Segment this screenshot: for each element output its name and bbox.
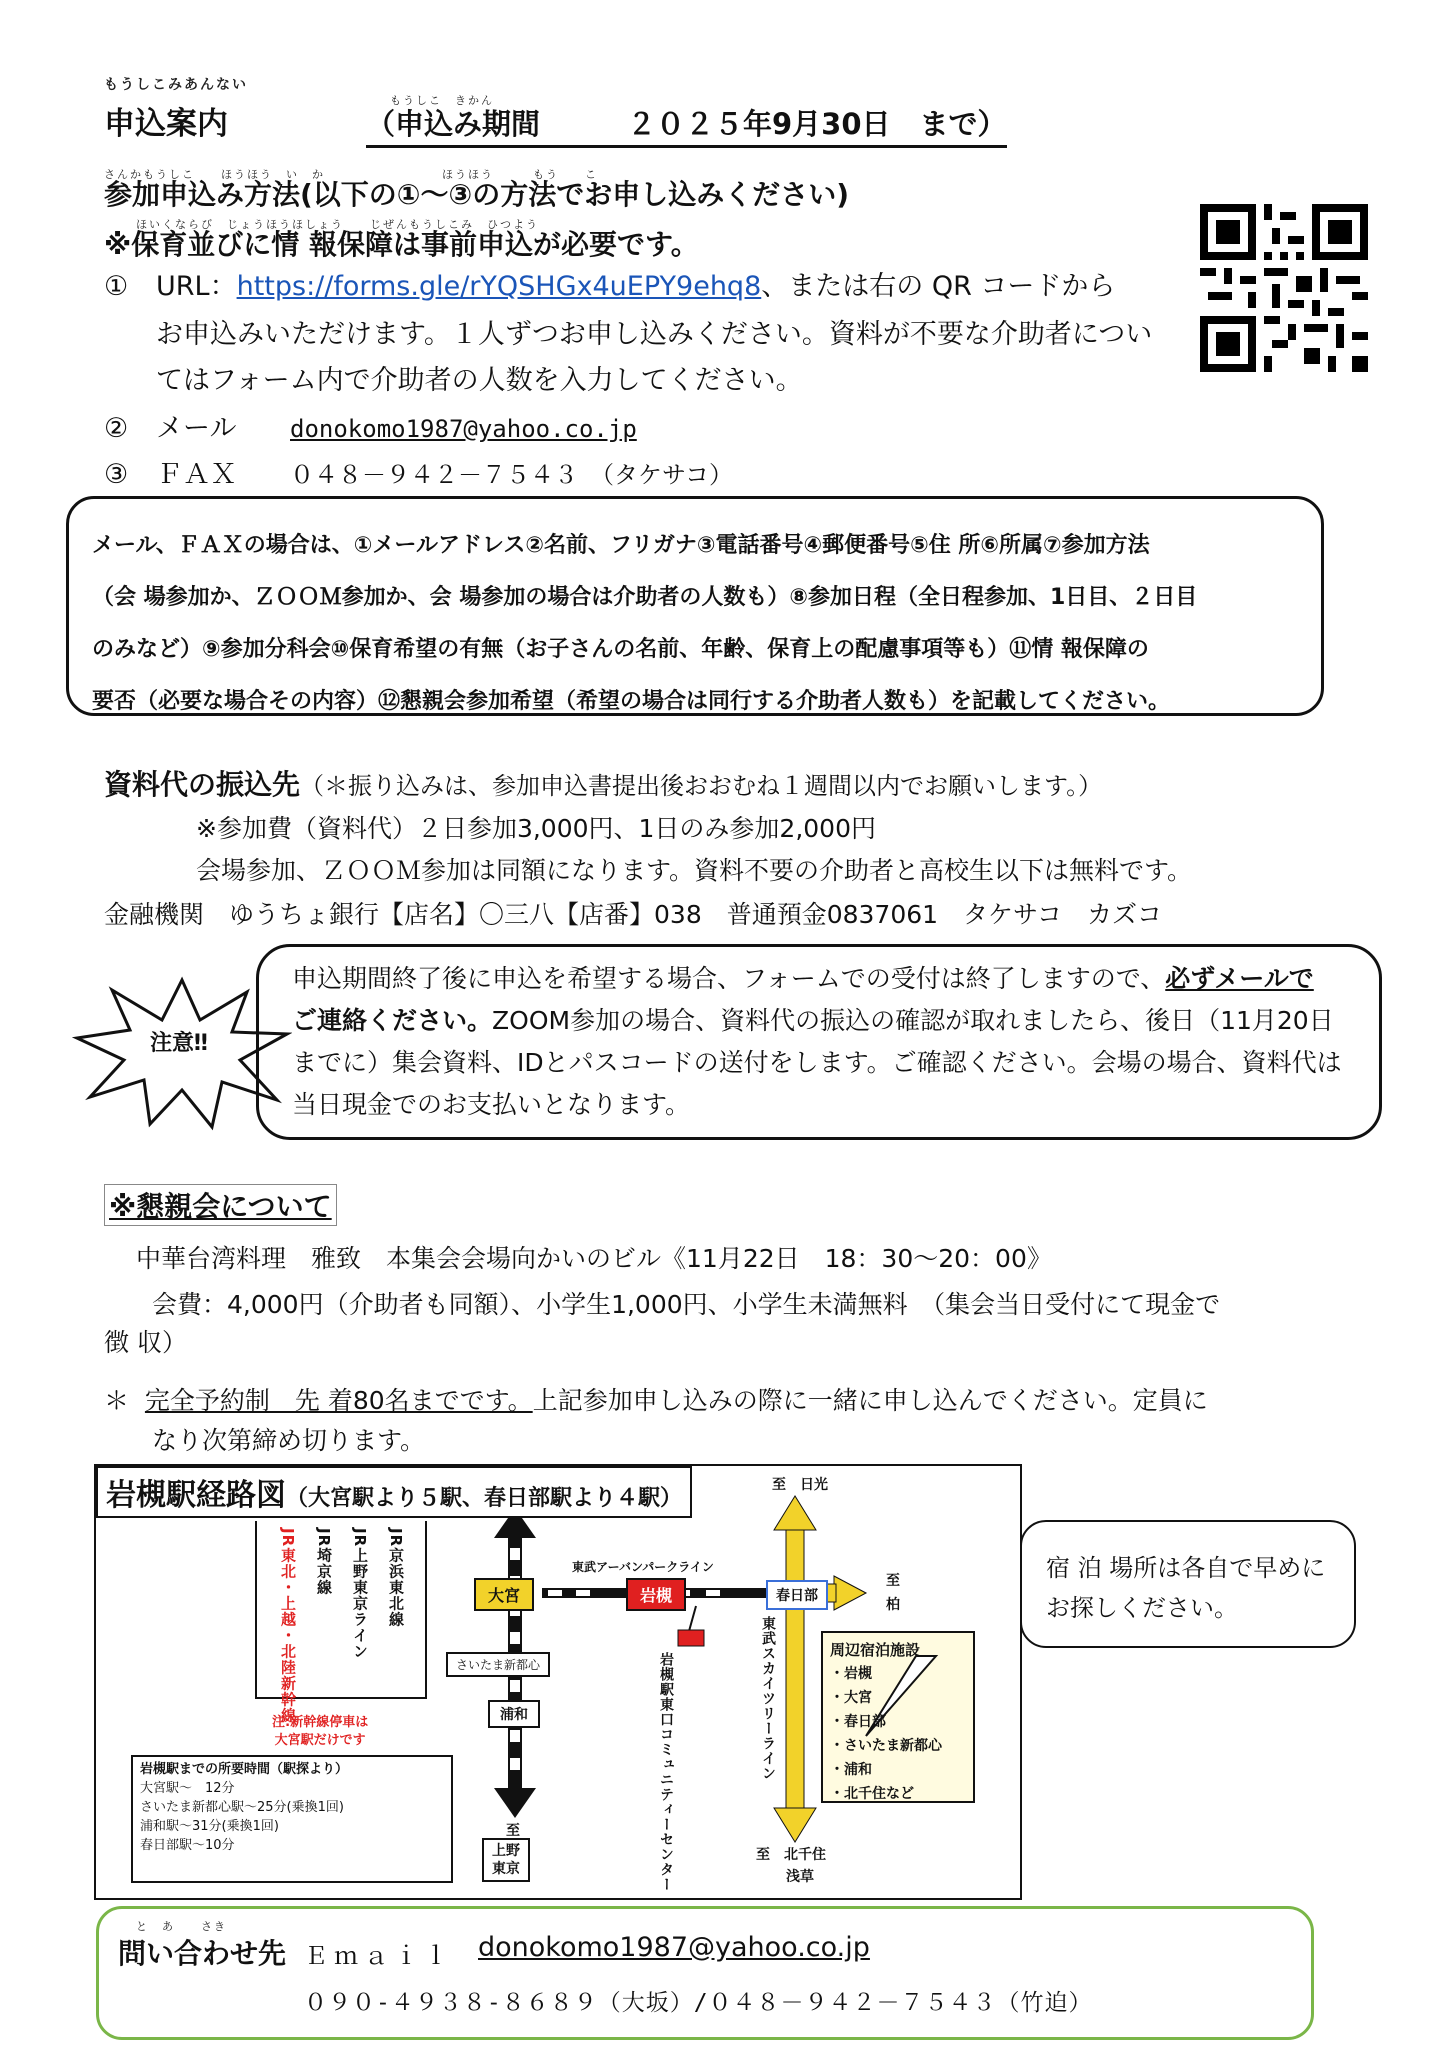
caution-text xyxy=(292,958,1342,1126)
hotel-item: ・浦和 xyxy=(830,1762,872,1778)
hotel-list-title: 周辺宿泊施設 xyxy=(830,1641,921,1659)
hotel-item: ・春日部 xyxy=(830,1714,886,1730)
fee-line2: 会場参加、ＺＯＯＭ参加は同額になります。資料不要の介助者と高校生以下は無料です。 xyxy=(196,856,1193,885)
hotel-item: ・北千住など xyxy=(830,1786,914,1802)
contact-email-link[interactable]: donokomo1987@yahoo.co.jp xyxy=(478,1932,870,1963)
to-ueno-label-1: 至 xyxy=(506,1823,520,1839)
community-center-label: 岩槻駅東口コミュニティーセンター xyxy=(658,1652,674,1892)
bubble-line: お探しください。 xyxy=(1046,1594,1238,1622)
jr-keihin-tohoku-label: JR京浜東北線 xyxy=(387,1528,405,1628)
item2-number: ② xyxy=(104,413,129,444)
item1-line2: お申込みいただけます。１人ずつお申し込みください。資料が不要な介助者につい xyxy=(156,319,1153,350)
hotel-item: ・さいたま新都心 xyxy=(830,1738,942,1754)
tobu-skytree-line-label: 東武スカイツリーライン xyxy=(760,1616,776,1781)
caution-line: 申込期間終了後に申込を希望する場合、フォームでの受付は終了しますので、必ずメールで xyxy=(292,964,1314,993)
fee-line1: ※参加費（資料代）２日参加3,000円、1日のみ参加2,000円 xyxy=(196,814,876,843)
party-title: ※懇親会について xyxy=(104,1184,337,1226)
instructions-line: のみなど）⑨参加分科会⑩保育希望の有無（お子さんの名前、年齢、保育上の配慮事項等も）⑪情 報保障の xyxy=(92,637,1149,662)
advance-note: ※保育並びに情 報保障は事前申込が必要です。 xyxy=(104,228,699,261)
email-link[interactable]: donokomo1987@yahoo.co.jp xyxy=(290,415,637,443)
travel-times xyxy=(140,1760,348,1855)
tobu-urban-park-line-label: 東武アーバンパークライン xyxy=(572,1560,714,1574)
travel-times-title: 岩槻駅までの所要時間（駅探より） xyxy=(140,1762,349,1777)
must-email-emphasis: 必ずメールで xyxy=(1165,964,1314,993)
station-kasukabe: 春日部 xyxy=(766,1580,828,1610)
to-kitasenju-label-1: 至 北千住 xyxy=(756,1847,826,1863)
to-ueno-label-2: 上野 xyxy=(492,1843,520,1859)
shinkansen-note: 注:新幹線停車は 大宮駅だけです xyxy=(272,1715,369,1748)
fee-title-row xyxy=(104,768,1102,803)
item2-label: メール xyxy=(156,413,237,444)
party-fee: 会費：4,000円（介助者も同額）、小学生1,000円、小学生未満無料 （集会当日受付にて現金で xyxy=(152,1290,1221,1319)
station-omiya: 大宮 xyxy=(474,1578,534,1611)
caution-badge: 注意‼ xyxy=(150,1031,208,1056)
item1-row xyxy=(156,270,1115,304)
item1-line3: てはフォーム内で介助者の人数を入力してください。 xyxy=(156,365,803,396)
title-ruby: もうしこみあんない xyxy=(104,77,248,93)
party-fee-cont: 徴 収） xyxy=(104,1328,187,1357)
map-title: 岩槻駅経路図 xyxy=(106,1478,286,1513)
instructions-line: （会 場参加か、ＺＯＯＭ参加か、会 場参加の場合は介助者の人数も）⑧参加日程（全日程参加、1日目、２日目 xyxy=(92,585,1198,610)
party-venue: 中華台湾料理 雅致 本集会会場向かいのビル《11月22日 18：30～20：00》 xyxy=(136,1244,1052,1273)
to-kashiwa-label-2: 柏 xyxy=(886,1597,900,1613)
form-url-link[interactable]: https://forms.gle/rYQSHGx4uEPY9ehq8 xyxy=(236,271,762,302)
item1-suffix: 、または右の QR コードから xyxy=(761,271,1116,302)
contact-ruby: と あ さき xyxy=(136,1920,227,1933)
application-period: （申込み期間 ２０２５年9月30日 まで） xyxy=(366,102,1007,148)
jr-shinkansen-label: JR東北・上越・北陸新幹線 xyxy=(279,1528,297,1724)
contact-box xyxy=(96,1906,1314,2040)
jr-saikyo-label: JR埼京線 xyxy=(315,1528,333,1596)
contact-label: 問い合わせ先 xyxy=(118,1937,287,1970)
page-title: 申込案内 xyxy=(104,106,228,142)
item3-number: ③ xyxy=(104,459,129,490)
travel-time-item: さいたま新都心駅～25分(乗換1回) xyxy=(140,1800,344,1815)
note-ruby: ほいくならび じょうほうほしょう じぜんもうしこみ ひつよう xyxy=(136,218,539,231)
station-saitama-shintoshin: さいたま新都心 xyxy=(446,1652,550,1677)
qr-code[interactable] xyxy=(1200,204,1368,372)
station-urawa: 浦和 xyxy=(488,1700,540,1728)
to-nikko-label: 至 日光 xyxy=(772,1477,828,1493)
fax-number: ０４８－９４２－７５４３ （タケサコ） xyxy=(290,461,734,489)
method-title: 参加申込み方法(以下の①～③の方法でお申し込みください) xyxy=(104,178,850,211)
station-iwatsuki: 岩槻 xyxy=(626,1578,686,1611)
item1-number: ① xyxy=(104,271,129,302)
bank-info: 金融機関 ゆうちょ銀行【店名】〇三八【店番】038 普通預金0837061 タケサコ カズコ xyxy=(104,900,1163,929)
travel-time-item: 浦和駅～31分(乗換1回) xyxy=(140,1819,279,1834)
map-title-block xyxy=(96,1466,692,1518)
jr-ueno-tokyo-label: JR上野東京ライン xyxy=(351,1528,369,1660)
map-subtitle: （大宮駅より５駅、春日部駅より４駅） xyxy=(286,1486,683,1511)
travel-time-item: 大宮駅～ 12分 xyxy=(140,1781,235,1796)
instructions-line: メール、ＦＡＸの場合は、①メールアドレス②名前、フリガナ③電話番号④郵便番号⑤住 所⑥所属⑦参加方法 xyxy=(92,533,1150,558)
fee-title-note: （＊振り込みは、参加申込書提出後おおむね１週間以内でお願いします。） xyxy=(300,772,1103,800)
to-kitasenju-label-2: 浅草 xyxy=(786,1869,814,1885)
caution-line: ご連絡ください。ZOOM参加の場合、資料代の振込の確認が取れましたら、後日（11月20日 xyxy=(292,1006,1334,1035)
bubble-line: 宿 泊 場所は各自で早めに xyxy=(1046,1554,1326,1582)
period-ruby: もうしこ きかん xyxy=(390,94,494,107)
hotel-list xyxy=(830,1638,942,1806)
party-reservation: ＊ 完全予約制 先 着80名までです。上記参加申し込みの際に一緒に申し込んでください。定員に xyxy=(104,1386,1208,1415)
to-kashiwa-label-1: 至 xyxy=(886,1573,900,1589)
item3-label: ＦＡＸ xyxy=(156,459,237,490)
instructions-line: 要否（必要な場合その内容）⑫懇親会参加希望（希望の場合は同行する介助者人数も）を記載してください。 xyxy=(92,689,1171,714)
caution-line: 当日現金でのお支払いとなります。 xyxy=(292,1090,691,1119)
hotel-item: ・岩槻 xyxy=(830,1666,872,1682)
accommodation-bubble xyxy=(1020,1520,1356,1648)
hotel-item: ・大宮 xyxy=(830,1690,872,1706)
item1-prefix: URL： xyxy=(156,271,237,302)
route-map xyxy=(94,1464,1022,1900)
email-label: Ｅｍａｉｌ xyxy=(304,1942,454,1970)
travel-time-item: 春日部駅～10分 xyxy=(140,1838,235,1853)
fax-mail-instructions xyxy=(92,520,1197,728)
fee-title: 資料代の振込先 xyxy=(104,768,301,801)
to-ueno-tokyo-box xyxy=(482,1838,530,1882)
contact-phones: ０９０-４９３８-８６８９（大坂）/０４８－９４２－７５４３（竹迫） xyxy=(304,1990,1093,2016)
method-ruby: さんかもうしこ ほうほう い か ほうほう もう こ xyxy=(104,168,598,181)
to-ueno-label-3: 東京 xyxy=(492,1861,520,1877)
party-deadline: なり次第締め切ります。 xyxy=(152,1426,426,1455)
caution-line: までに）集会資料、IDとパスコードの送付をします。ご確認ください。会場の場合、資料代は xyxy=(292,1048,1342,1077)
